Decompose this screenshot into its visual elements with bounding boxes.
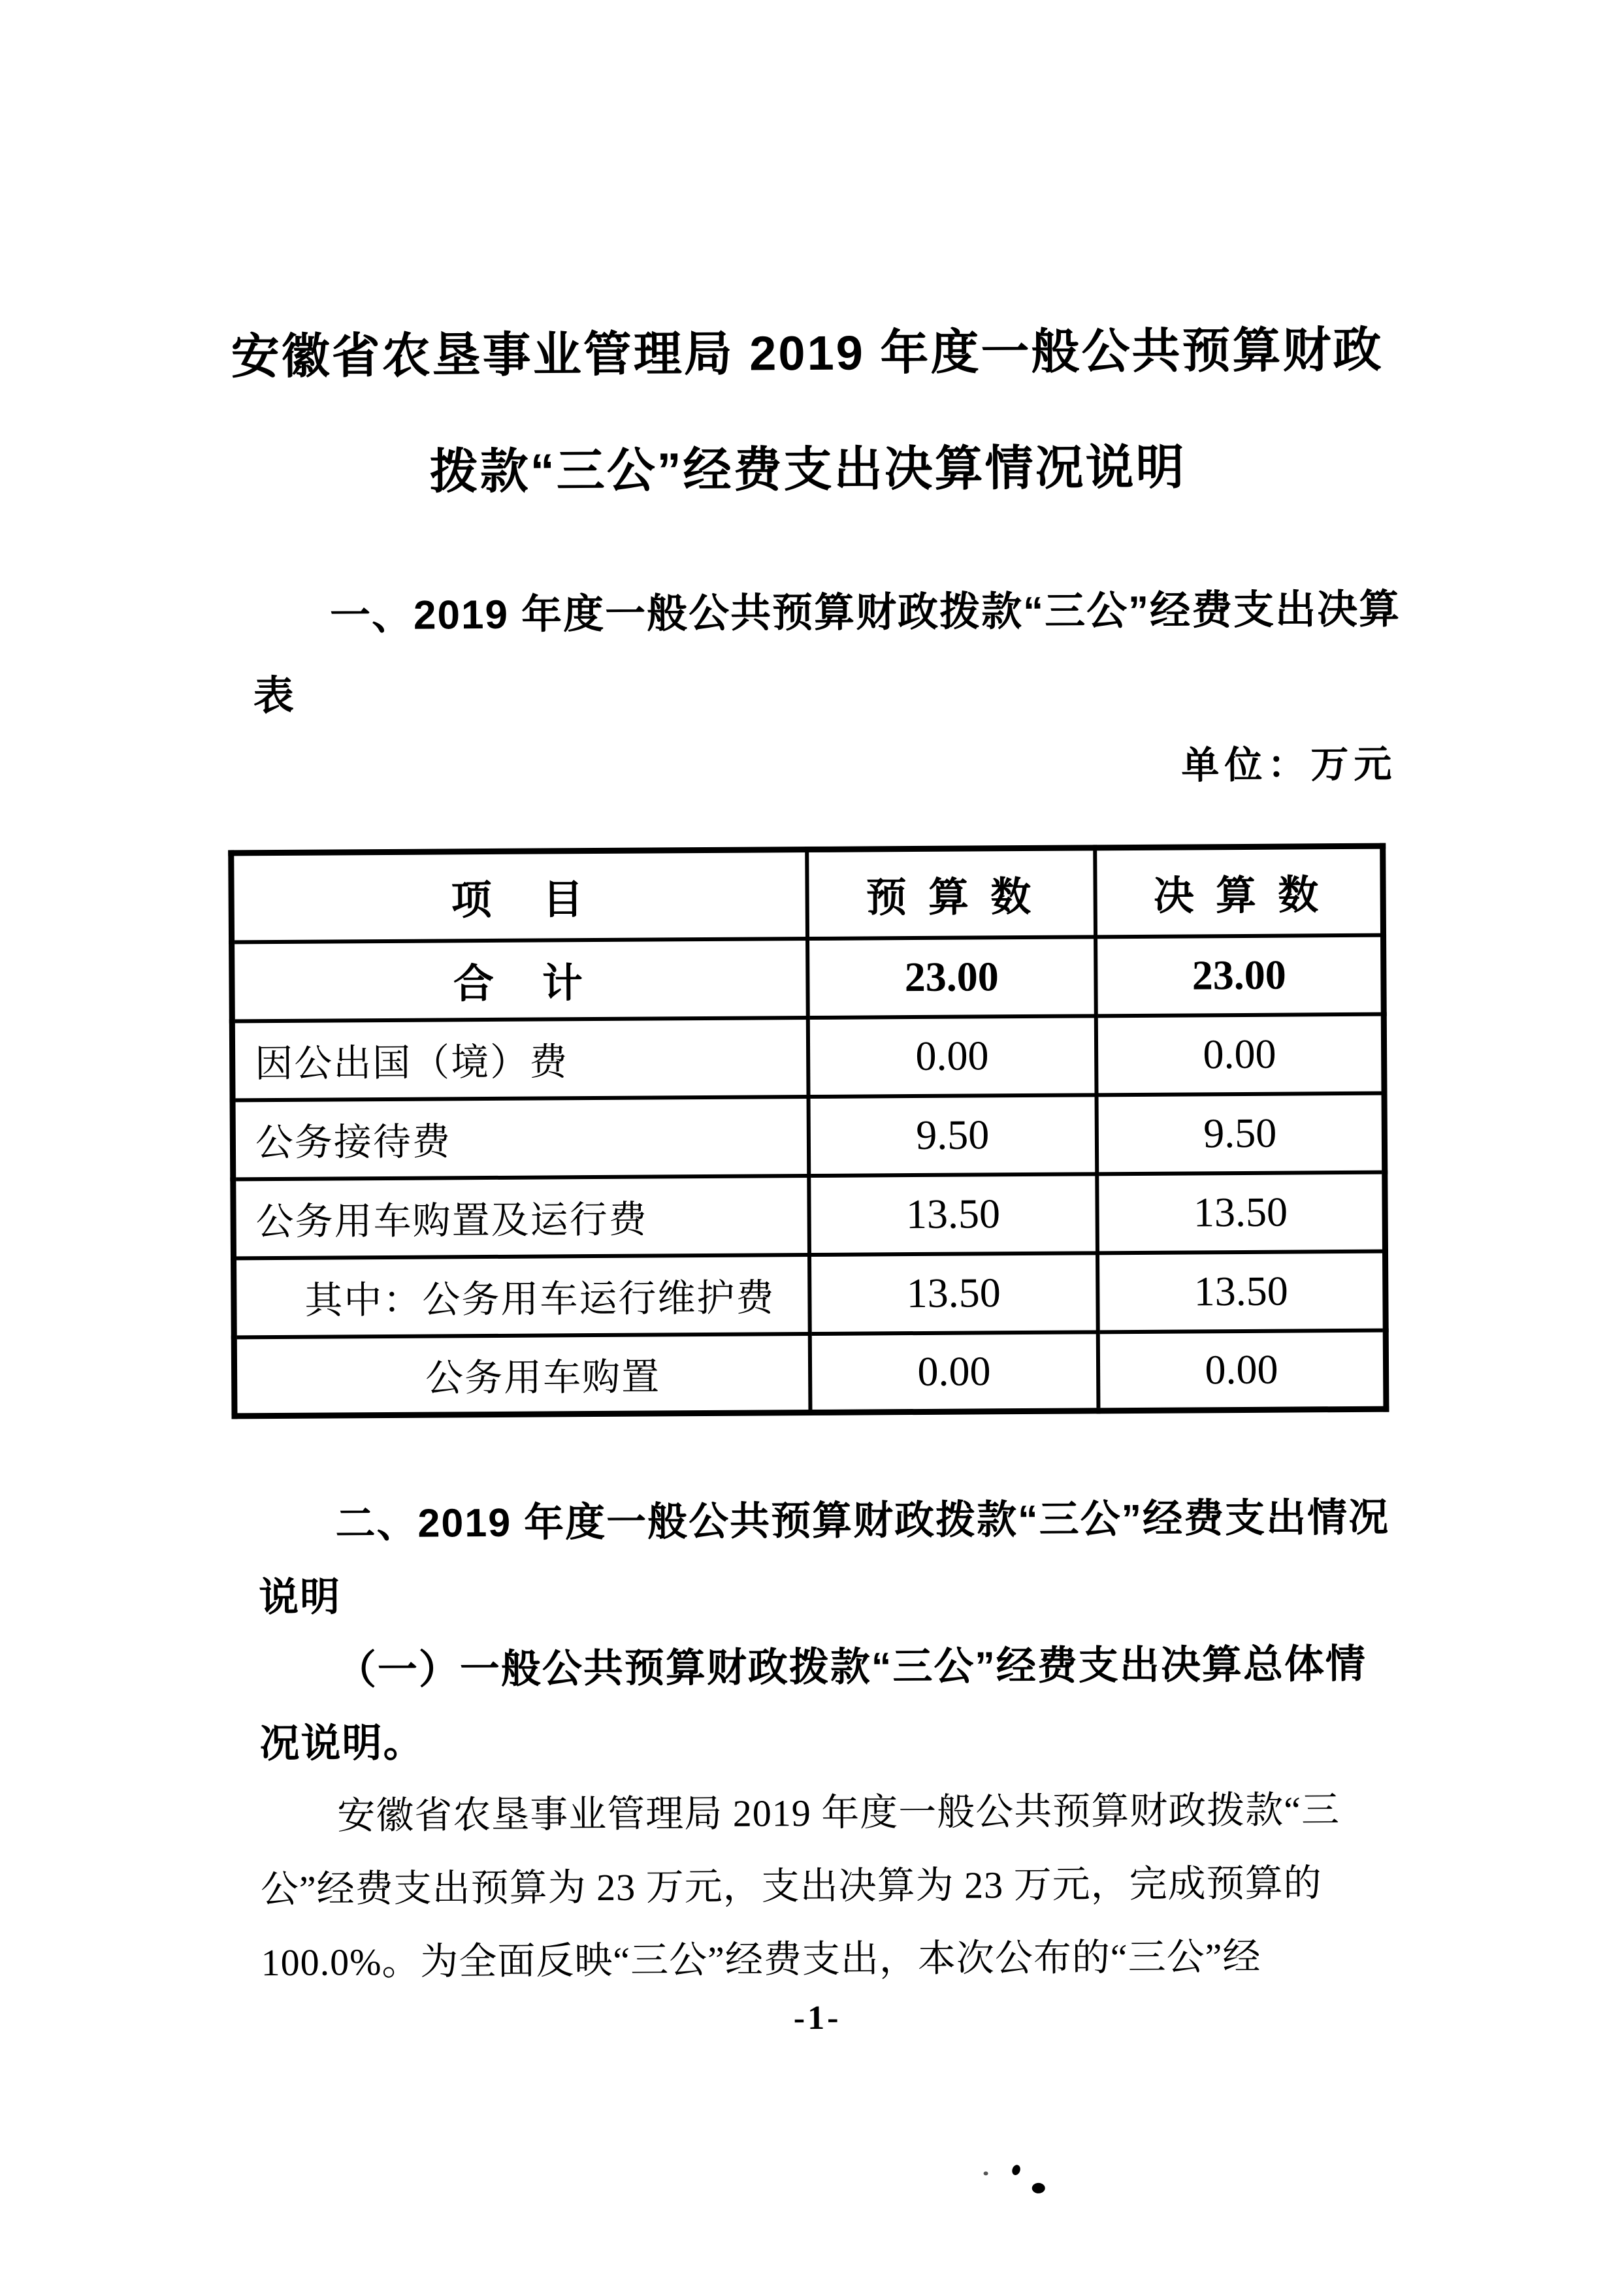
item-cell: 公务用车购置 <box>234 1334 810 1416</box>
item-cell: 公务用车购置及运行费 <box>233 1176 809 1258</box>
section-2-heading-line-1: 二、2019 年度一般公共预算财政拨款“三公”经费支出情况 <box>335 1495 1390 1546</box>
expense-table <box>228 843 1389 1419</box>
section-1-heading-line-1: 一、2019 年度一般公共预算财政拨款“三公”经费支出决算 <box>329 587 1401 639</box>
final-cell: 9.50 <box>1096 1093 1384 1174</box>
final-cell: 23.00 <box>1096 935 1384 1016</box>
page-number: -1- <box>793 1999 841 2037</box>
ink-speckle <box>984 2171 988 2175</box>
section-1-heading-line-2: 表 <box>253 673 295 719</box>
section-1-heading <box>253 570 1406 736</box>
paragraph-line-2: 公”经费支出预算为 23 万元，支出决算为 23 万元，完成预算的 <box>260 1862 1322 1911</box>
item-cell: 其中：公务用车运行维护费 <box>234 1255 810 1337</box>
table-row-vehicle-operation <box>234 1251 1386 1337</box>
final-cell: 0.00 <box>1097 1330 1386 1411</box>
header-final: 决 算 数 <box>1095 846 1384 937</box>
final-cell: 13.50 <box>1097 1251 1386 1332</box>
table-row-vehicle-purchase <box>234 1330 1386 1416</box>
ink-speckle <box>1011 2164 1022 2176</box>
budget-cell: 0.00 <box>810 1332 1098 1413</box>
item-cell: 公务接待费 <box>233 1097 809 1179</box>
section-2-heading-line-2: 说明 <box>258 1574 342 1620</box>
table-row-total <box>232 935 1384 1021</box>
table-row-abroad <box>232 1014 1384 1100</box>
section-2-block <box>258 1480 1414 1999</box>
header-budget: 预 算 数 <box>807 848 1096 939</box>
final-cell: 13.50 <box>1097 1172 1385 1253</box>
item-cell: 因公出国（境）费 <box>232 1018 808 1100</box>
budget-cell: 13.50 <box>809 1174 1097 1255</box>
paragraph-line-1: 安徽省农垦事业管理局 2019 年度一般公共预算财政拨款“三 <box>337 1788 1340 1837</box>
title-line-1: 安徽省农垦事业管理局 2019 年度一般公共预算财政 <box>231 322 1384 384</box>
final-cell: 0.00 <box>1096 1014 1384 1095</box>
table-row-reception <box>233 1093 1385 1179</box>
table-header-row <box>231 846 1384 942</box>
budget-cell: 13.50 <box>809 1253 1097 1334</box>
title-line-2: 拨款“三公”经费支出决算情况说明 <box>429 440 1186 499</box>
subsection-1-heading-line-2: 况说明。 <box>259 1720 425 1766</box>
unit-label: 单位：万元 <box>1181 743 1397 787</box>
document-title <box>112 291 1502 532</box>
budget-cell: 9.50 <box>809 1095 1097 1176</box>
subsection-1-heading-line-1: （一）一般公共预算财政拨款“三公”经费支出决算总体情 <box>336 1641 1367 1692</box>
item-cell: 合 计 <box>232 939 808 1021</box>
paragraph-line-3: 100.0%。为全面反映“三公”经费支出，本次公布的“三公”经 <box>261 1935 1261 1984</box>
ink-speckle <box>1032 2183 1045 2193</box>
budget-cell: 0.00 <box>808 1016 1096 1097</box>
header-item: 项 目 <box>231 850 807 942</box>
budget-cell: 23.00 <box>807 937 1096 1018</box>
table-row-vehicle-total <box>233 1172 1386 1258</box>
